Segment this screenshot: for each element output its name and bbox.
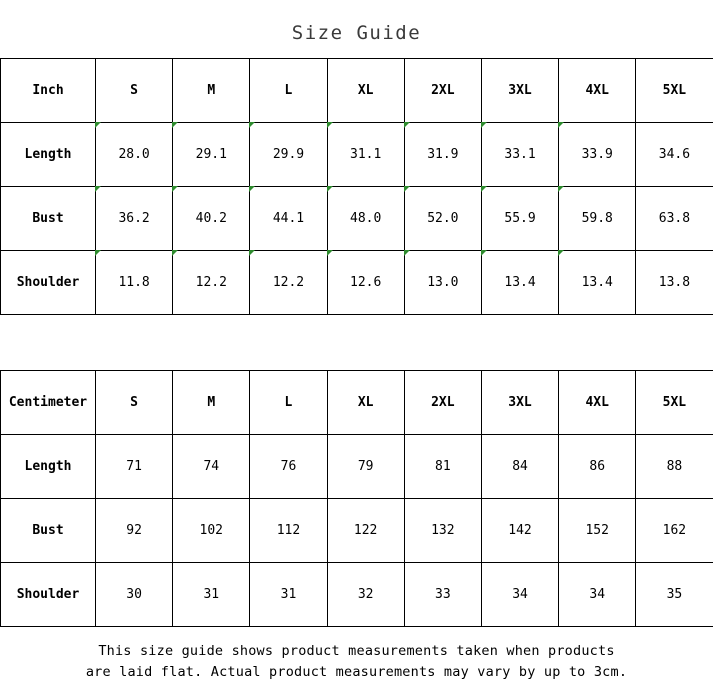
size-table-inch <box>0 58 713 315</box>
table-row <box>1 435 713 499</box>
size-header-l: L <box>250 59 327 123</box>
cell-length-xl: 79 <box>327 435 404 499</box>
cell-bust-xl: 122 <box>327 499 404 563</box>
cell-length-m: 29.1 <box>173 123 250 187</box>
corner-marker-icon <box>95 122 101 128</box>
row-label-bust: Bust <box>1 187 96 251</box>
cell-shoulder-l: 31 <box>250 563 327 627</box>
corner-marker-icon <box>558 186 564 192</box>
size-header-xl: XL <box>327 371 404 435</box>
corner-marker-icon <box>327 250 333 256</box>
corner-marker-icon <box>249 122 255 128</box>
corner-marker-icon <box>249 186 255 192</box>
corner-marker-icon <box>481 250 487 256</box>
cell-length-4xl: 33.9 <box>559 123 636 187</box>
cell-shoulder-5xl: 35 <box>636 563 713 627</box>
corner-marker-icon <box>172 186 178 192</box>
cell-shoulder-s: 30 <box>96 563 173 627</box>
size-table-centimeter <box>0 370 713 627</box>
cell-length-3xl: 84 <box>481 435 558 499</box>
cell-shoulder-l: 12.2 <box>250 251 327 315</box>
cell-shoulder-m: 12.2 <box>173 251 250 315</box>
cell-shoulder-4xl: 34 <box>559 563 636 627</box>
size-header-5xl: 5XL <box>636 59 713 123</box>
corner-marker-icon <box>172 250 178 256</box>
table-row <box>1 563 713 627</box>
cell-length-l: 76 <box>250 435 327 499</box>
cell-shoulder-3xl: 34 <box>481 563 558 627</box>
corner-marker-icon <box>404 250 410 256</box>
cell-length-2xl: 31.9 <box>404 123 481 187</box>
cell-bust-s: 92 <box>96 499 173 563</box>
table-header-row <box>1 371 713 435</box>
cell-bust-xl: 48.0 <box>327 187 404 251</box>
cell-bust-2xl: 52.0 <box>404 187 481 251</box>
cell-shoulder-xl: 12.6 <box>327 251 404 315</box>
row-label-length: Length <box>1 123 96 187</box>
cell-bust-3xl: 55.9 <box>481 187 558 251</box>
size-header-4xl: 4XL <box>559 371 636 435</box>
footnote-line-2: are laid flat. Actual product measurements may vary by up to 3cm. <box>0 662 713 683</box>
cell-length-xl: 31.1 <box>327 123 404 187</box>
size-header-l: L <box>250 371 327 435</box>
table-row <box>1 187 713 251</box>
cell-length-s: 28.0 <box>96 123 173 187</box>
cell-bust-5xl: 162 <box>636 499 713 563</box>
corner-marker-icon <box>481 122 487 128</box>
table-header-row <box>1 59 713 123</box>
row-label-shoulder: Shoulder <box>1 563 96 627</box>
cell-bust-m: 102 <box>173 499 250 563</box>
size-header-m: M <box>173 59 250 123</box>
corner-marker-icon <box>558 250 564 256</box>
size-header-m: M <box>173 371 250 435</box>
cell-length-5xl: 88 <box>636 435 713 499</box>
corner-marker-icon <box>327 186 333 192</box>
cell-length-2xl: 81 <box>404 435 481 499</box>
size-header-3xl: 3XL <box>481 59 558 123</box>
cell-bust-3xl: 142 <box>481 499 558 563</box>
footnote-line-1: This size guide shows product measurements taken when products <box>0 641 713 662</box>
cell-length-l: 29.9 <box>250 123 327 187</box>
size-header-2xl: 2XL <box>404 59 481 123</box>
cell-bust-s: 36.2 <box>96 187 173 251</box>
table-row <box>1 499 713 563</box>
cell-shoulder-m: 31 <box>173 563 250 627</box>
cell-shoulder-5xl: 13.8 <box>636 251 713 315</box>
row-label-bust: Bust <box>1 499 96 563</box>
corner-marker-icon <box>558 122 564 128</box>
row-label-shoulder: Shoulder <box>1 251 96 315</box>
table-row <box>1 251 713 315</box>
corner-marker-icon <box>95 186 101 192</box>
size-header-s: S <box>96 59 173 123</box>
corner-marker-icon <box>481 186 487 192</box>
corner-marker-icon <box>327 122 333 128</box>
cell-bust-4xl: 152 <box>559 499 636 563</box>
corner-marker-icon <box>172 122 178 128</box>
corner-marker-icon <box>404 122 410 128</box>
cell-shoulder-4xl: 13.4 <box>559 251 636 315</box>
cell-bust-5xl: 63.8 <box>636 187 713 251</box>
cell-shoulder-xl: 32 <box>327 563 404 627</box>
corner-marker-icon <box>249 250 255 256</box>
cell-shoulder-3xl: 13.4 <box>481 251 558 315</box>
cell-bust-m: 40.2 <box>173 187 250 251</box>
size-header-5xl: 5XL <box>636 371 713 435</box>
cell-length-5xl: 34.6 <box>636 123 713 187</box>
cell-shoulder-2xl: 33 <box>404 563 481 627</box>
table-row <box>1 123 713 187</box>
cell-bust-4xl: 59.8 <box>559 187 636 251</box>
cell-shoulder-s: 11.8 <box>96 251 173 315</box>
cell-bust-l: 112 <box>250 499 327 563</box>
size-header-4xl: 4XL <box>559 59 636 123</box>
size-header-s: S <box>96 371 173 435</box>
corner-marker-icon <box>404 186 410 192</box>
cell-length-3xl: 33.1 <box>481 123 558 187</box>
row-label-length: Length <box>1 435 96 499</box>
cell-bust-2xl: 132 <box>404 499 481 563</box>
footnote <box>0 627 713 683</box>
cell-length-4xl: 86 <box>559 435 636 499</box>
cell-bust-l: 44.1 <box>250 187 327 251</box>
size-header-xl: XL <box>327 59 404 123</box>
corner-marker-icon <box>95 250 101 256</box>
size-header-2xl: 2XL <box>404 371 481 435</box>
cell-shoulder-2xl: 13.0 <box>404 251 481 315</box>
unit-label-centimeter: Centimeter <box>1 371 96 435</box>
cell-length-m: 74 <box>173 435 250 499</box>
cell-length-s: 71 <box>96 435 173 499</box>
table-separator <box>0 315 713 370</box>
unit-label-inch: Inch <box>1 59 96 123</box>
page-title: Size Guide <box>0 0 713 58</box>
size-header-3xl: 3XL <box>481 371 558 435</box>
